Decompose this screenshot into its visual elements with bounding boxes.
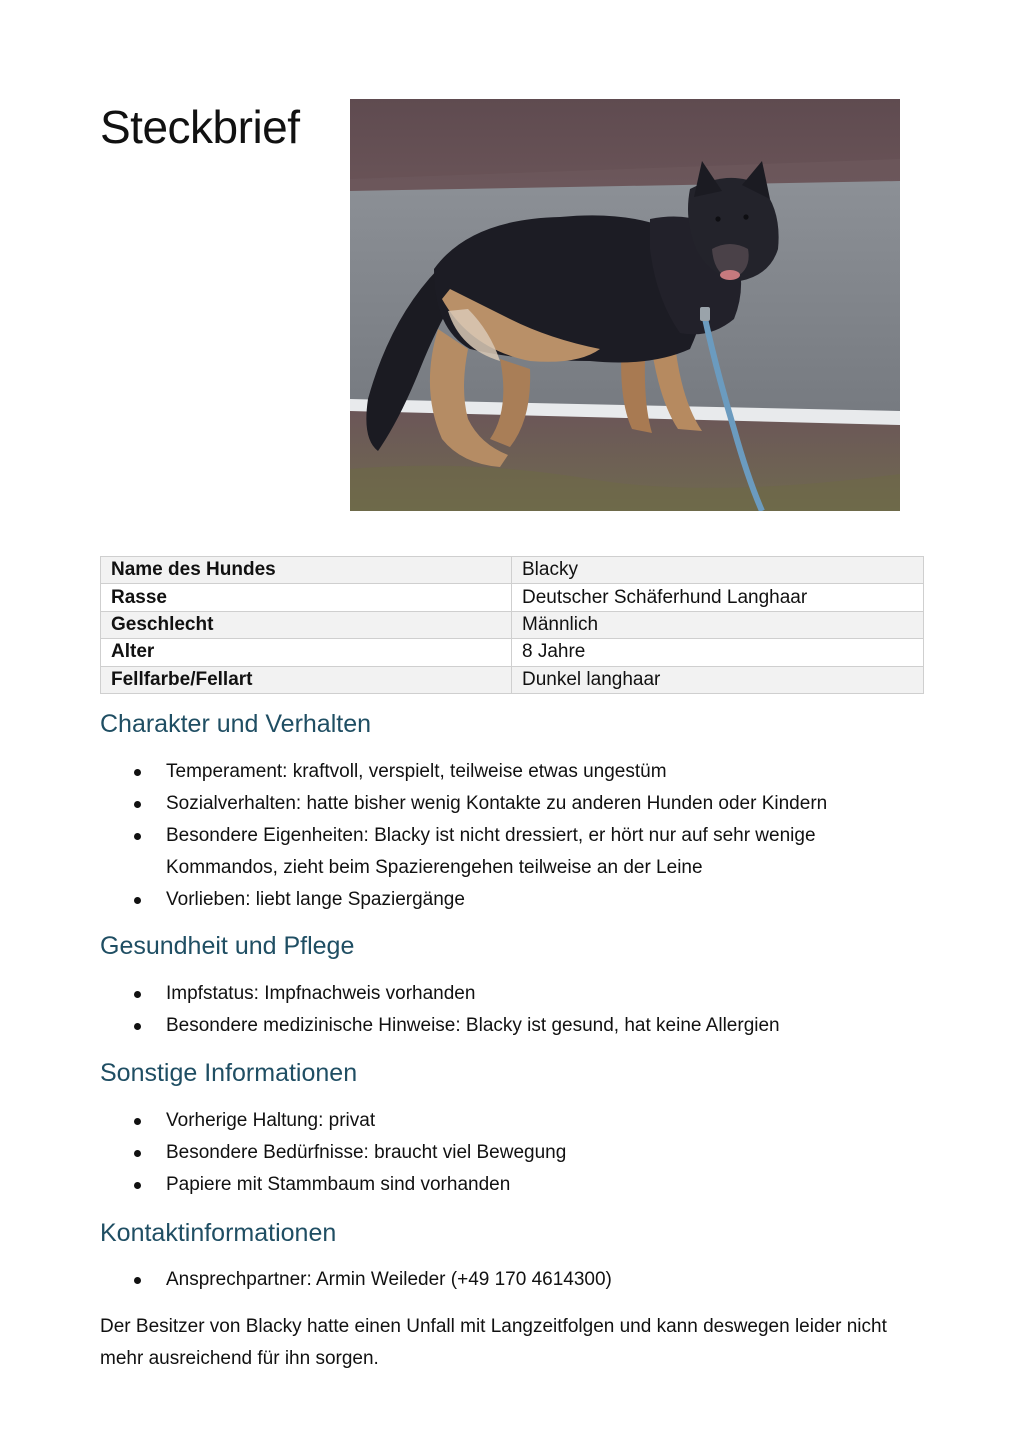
- character-list: [100, 756, 930, 916]
- section-heading-character: Charakter und Verhalten: [100, 710, 372, 738]
- table-key-name: Name des Hundes: [101, 557, 512, 584]
- section-heading-health: Gesundheit und Pflege: [100, 932, 355, 960]
- section-heading-contact: Kontaktinformationen: [100, 1219, 337, 1247]
- closing-paragraph: Der Besitzer von Blacky hatte einen Unfall mit Langzeitfolgen und kann deswegen leider nicht mehr ausreichend für ihn sorgen.: [100, 1316, 887, 1369]
- table-value-breed: Deutscher Schäferhund Langhaar: [512, 584, 924, 611]
- list-item: Sozialverhalten: hatte bisher wenig Kontakte zu anderen Hunden oder Kindern: [100, 788, 930, 820]
- table-row: [101, 666, 924, 693]
- table-key-coat: Fellfarbe/Fellart: [101, 666, 512, 693]
- table-row: [101, 611, 924, 638]
- dog-photo: [350, 99, 900, 511]
- table-value-sex: Männlich: [512, 611, 924, 638]
- list-item: Temperament: kraftvoll, verspielt, teilweise etwas ungestüm: [100, 756, 930, 788]
- table-row: [101, 639, 924, 666]
- health-list: [100, 978, 930, 1042]
- table-key-age: Alter: [101, 639, 512, 666]
- page-title: Steckbrief: [100, 101, 300, 153]
- list-item: Besondere Bedürfnisse: braucht viel Bewegung: [100, 1137, 930, 1169]
- table-row: [101, 557, 924, 584]
- table-value-name: Blacky: [512, 557, 924, 584]
- list-item: Vorlieben: liebt lange Spaziergänge: [100, 884, 930, 916]
- list-item: Ansprechpartner: Armin Weileder (+49 170 4614300): [100, 1264, 930, 1296]
- contact-list: [100, 1264, 930, 1296]
- other-info-list: [100, 1105, 930, 1201]
- table-key-sex: Geschlecht: [101, 611, 512, 638]
- table-value-age: 8 Jahre: [512, 639, 924, 666]
- table-row: [101, 584, 924, 611]
- section-heading-other: Sonstige Informationen: [100, 1059, 358, 1087]
- list-item: Besondere medizinische Hinweise: Blacky ist gesund, hat keine Allergien: [100, 1010, 930, 1042]
- list-item: Impfstatus: Impfnachweis vorhanden: [100, 978, 930, 1010]
- table-key-breed: Rasse: [101, 584, 512, 611]
- list-item: Papiere mit Stammbaum sind vorhanden: [100, 1169, 930, 1201]
- table-value-coat: Dunkel langhaar: [512, 666, 924, 693]
- dog-info-table: [100, 556, 924, 694]
- list-item: Besondere Eigenheiten: Blacky ist nicht dressiert, er hört nur auf sehr wenige Kommandos, zieht beim Spazierengehen teilweise an der Leine: [100, 820, 930, 884]
- list-item: Vorherige Haltung: privat: [100, 1105, 930, 1137]
